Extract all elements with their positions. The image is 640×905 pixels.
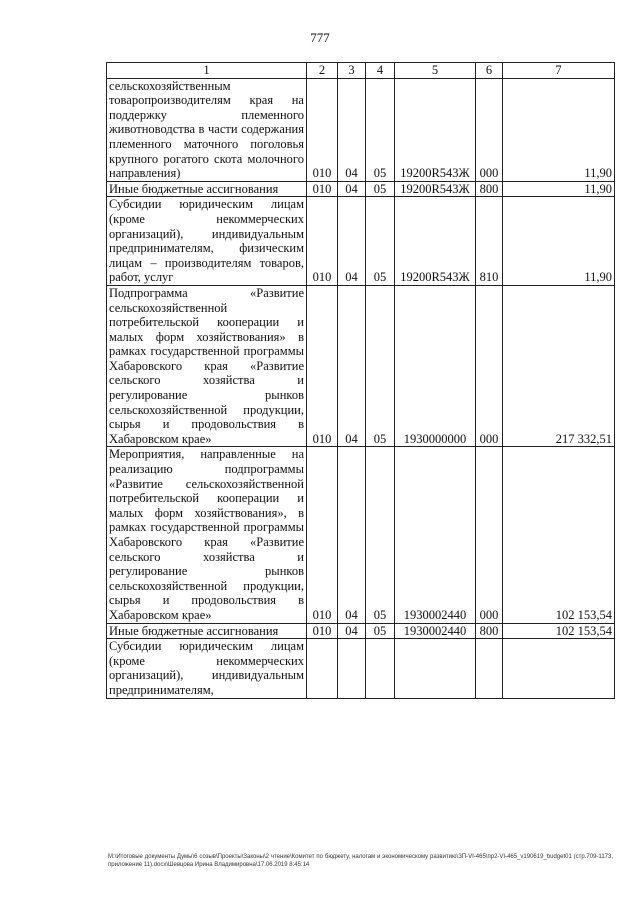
table-row: [107, 78, 615, 181]
row-subsection-code: [366, 639, 395, 698]
row-subsection-code: 05: [366, 447, 395, 623]
row-description: Субсидии юридическим лицам (кроме некоммерческих организаций), индивидуальным предпринимателям, физическим лицам – производителям товаров, работ, услуг: [107, 197, 307, 286]
row-section-code: 04: [338, 447, 366, 623]
row-amount: 11,90: [503, 197, 615, 286]
row-section-code: 04: [338, 181, 366, 197]
document-path-footer: M:\Итоговые документы Думы\6 созыв\Проекты\Законы\2 чтение\Комитет по бюджету, налогам и экономическому развитию\ЗП-VI-465\пр2-VI-465_v190619_budget01 (стр.709-1173, приложение 11).docx\Шевцова Ирина Владимировна\17.06.2019 8:45:14: [108, 854, 613, 868]
row-expense-type: 000: [476, 447, 503, 623]
row-expense-type: [476, 639, 503, 698]
header-col-5: 5: [395, 63, 476, 79]
row-ministry-code: 010: [307, 447, 338, 623]
table-row: [107, 639, 615, 698]
table-row: [107, 285, 615, 447]
row-description: Иные бюджетные ассигнования: [107, 181, 307, 197]
row-description: Мероприятия, направленные на реализацию подпрограммы «Развитие сельскохозяйственной потребительской кооперации и малых форм хозяйствования», в рамках государственной программы Хабаровского края «Развитие сельского хозяйства и регулирование рынков сельскохозяйственной продукции, сырья и продовольствия в Хабаровском крае»: [107, 447, 307, 623]
row-target-code: [395, 639, 476, 698]
row-expense-type: 800: [476, 181, 503, 197]
row-target-code: 1930002440: [395, 447, 476, 623]
header-col-2: 2: [307, 63, 338, 79]
header-col-7: 7: [503, 63, 615, 79]
row-expense-type: 800: [476, 623, 503, 639]
budget-table: [106, 62, 615, 699]
row-ministry-code: 010: [307, 197, 338, 286]
row-amount: 11,90: [503, 78, 615, 181]
row-amount: [503, 639, 615, 698]
row-ministry-code: 010: [307, 285, 338, 447]
row-target-code: 1930000000: [395, 285, 476, 447]
row-ministry-code: 010: [307, 623, 338, 639]
table-header-row: [107, 63, 615, 79]
row-ministry-code: 010: [307, 78, 338, 181]
row-amount: 102 153,54: [503, 447, 615, 623]
row-target-code: 19200R543Ж: [395, 181, 476, 197]
row-expense-type: 000: [476, 285, 503, 447]
header-col-3: 3: [338, 63, 366, 79]
row-ministry-code: 010: [307, 181, 338, 197]
row-amount: 11,90: [503, 181, 615, 197]
row-description: сельскохозяйственным товаропроизводителям края на поддержку племенного животноводства в части содержания племенного маточного поголовья крупного рогатого скота молочного направления): [107, 78, 307, 181]
row-description: Иные бюджетные ассигнования: [107, 623, 307, 639]
row-target-code: 1930002440: [395, 623, 476, 639]
table-row: [107, 197, 615, 286]
row-subsection-code: 05: [366, 181, 395, 197]
row-subsection-code: 05: [366, 623, 395, 639]
header-col-6: 6: [476, 63, 503, 79]
row-section-code: 04: [338, 197, 366, 286]
row-section-code: 04: [338, 623, 366, 639]
table-row: [107, 447, 615, 623]
row-amount: 217 332,51: [503, 285, 615, 447]
row-expense-type: 810: [476, 197, 503, 286]
row-description: Субсидии юридическим лицам (кроме некоммерческих организаций), индивидуальным предпринимателям,: [107, 639, 307, 698]
row-target-code: 19200R543Ж: [395, 78, 476, 181]
row-ministry-code: [307, 639, 338, 698]
row-subsection-code: 05: [366, 197, 395, 286]
row-section-code: 04: [338, 78, 366, 181]
row-section-code: [338, 639, 366, 698]
header-col-1: 1: [107, 63, 307, 79]
row-expense-type: 000: [476, 78, 503, 181]
row-description: Подпрограмма «Развитие сельскохозяйственной потребительской кооперации и малых форм хозяйствования» в рамках государственной программы Хабаровского края «Развитие сельского хозяйства и регулирование рынков сельскохозяйственной продукции, сырья и продовольствия в Хабаровском крае»: [107, 285, 307, 447]
header-col-4: 4: [366, 63, 395, 79]
page-number: 777: [310, 30, 330, 45]
row-subsection-code: 05: [366, 78, 395, 181]
row-section-code: 04: [338, 285, 366, 447]
table-row: [107, 623, 615, 639]
row-subsection-code: 05: [366, 285, 395, 447]
row-target-code: 19200R543Ж: [395, 197, 476, 286]
row-amount: 102 153,54: [503, 623, 615, 639]
table-row: [107, 181, 615, 197]
